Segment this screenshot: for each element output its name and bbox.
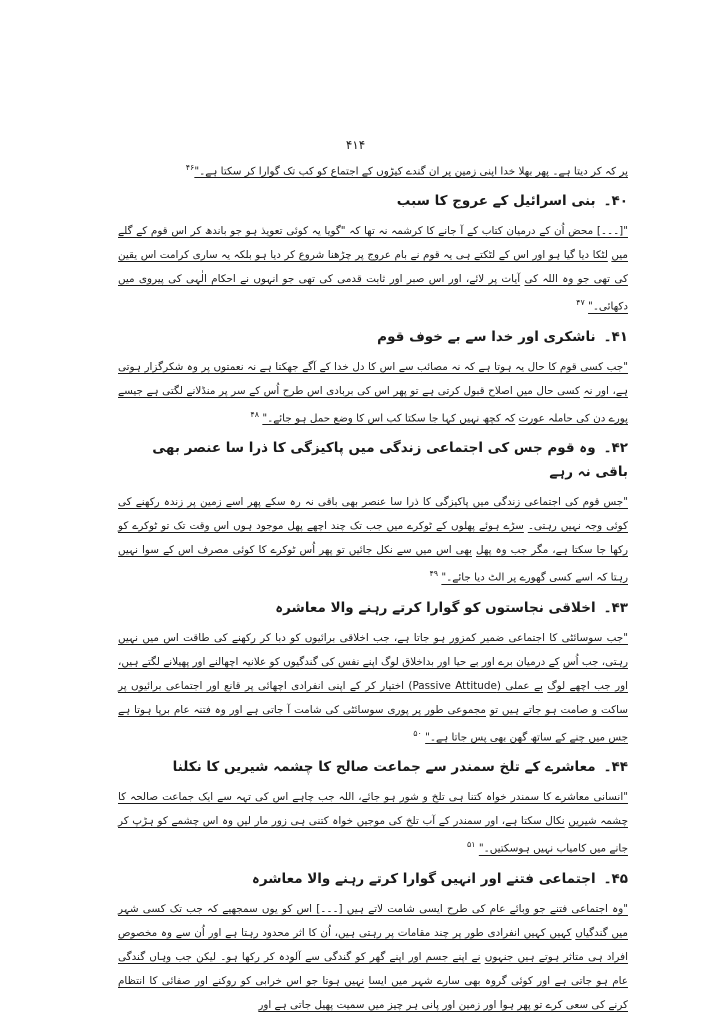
quote-line: "جب سوسائٹی کا اجتماعی ضمیر کمزور ہو جاتا ہے، جب اخلاقی برائیوں کو دبا کر رکھنے کی طاقت اس میں نہیں رہتی، جب اُس	[118, 631, 628, 668]
quote-line: کسی حال میں اصلاح قبول کرتی ہے تو پھر اس کی بربادی اس طرح اُس کے سر پر منڈلانے لگتی ہے جیسے پورے دن کی حاملہ عورت	[118, 384, 628, 425]
footnote-ref: ۵۰	[413, 728, 422, 738]
quote-line: لٹکا دیا گیا ہو اور اس کے لٹکتے ہی یہ قوم نے بام عروج پر چڑھنا شروع کر دیا ہو بلکہ یہ ساری کرامت اس یقین کی تھی جو وہ اللہ کی	[118, 249, 628, 286]
section	[118, 436, 628, 589]
quote-line: نہیں ہوتا جو اس خرابی کو روکنے اور صفائی کا انتظام کرنے کی سعی کرے تو پھر ہوا اور زمین اور پانی ہر چیز میں سمیت پھیل جاتی ہے اور	[118, 974, 628, 1011]
section-quote	[118, 490, 628, 589]
footnote-ref: ۴۹	[429, 569, 439, 579]
quote-line: نکال سکتا ہے، اور سمندر کے آب تلخ کی موجیں خواہ کتنی ہی زور مار لیں وہ اس چشمے کو ہڑپ کر جانے میں کامیاب نہیں ہوسکتیں۔"	[118, 815, 628, 855]
quote-line: کہ کچھ نہیں کہا جا سکتا کب اس کا وضع حمل ہو جائے۔"	[262, 412, 516, 425]
quote-line: نے اپنے جسم اور اپنے گھر کو گندگی سے آلودہ کر رکھا ہو۔ لیکن جب وہاں گندگی عام ہو جاتی ہے اور کوئی گروہ بھی سارے شہر میں ایسا	[118, 950, 629, 987]
section-heading	[118, 755, 628, 779]
quote-line: "جس قوم کی اجتماعی زندگی میں پاکیزگی کا ذرا سا عنصر بھی باقی نہ رہ سکے پھر اسے زمین پر زندہ رکھنے کی کوئی وجہ نہیں رہتی۔	[118, 496, 628, 533]
section-quote	[118, 897, 628, 1017]
section-number: ۴۰۔	[603, 193, 628, 210]
footnote-ref: ۵۱	[466, 840, 476, 850]
section	[118, 867, 628, 1017]
section-number: ۴۵۔	[603, 870, 628, 887]
quote-line: "انسانی معاشرے کا سمندر خواہ کتنا ہی تلخ و شور ہو جائے، اللہ جب چاہے اس کی تہہ سے ایک جماعت صالحہ کا چشمہ شیریں	[118, 791, 628, 828]
section-number: ۴۳۔	[603, 599, 628, 616]
footnote-ref: ۴۶	[185, 163, 195, 172]
quote-line: کے درمیان برے اور بے حیا اور بداخلاق لوگ اپنے نفس کی گندگیوں کو علانیہ اچھالنے اور پھیلانے لگتے ہیں، اور جب اچھے لوگ	[118, 655, 628, 692]
intro-line: پر کہ کر دیتا ہے۔ پھر بھلا خدا اپنی زمین پر ان گندے کیڑوں کے اجتماع کو کب تک گوارا کر سکتا ہے۔"	[194, 165, 628, 178]
quote-line: کہیں کہیں انفرادی طور پر چند مقامات پر رہتی ہیں، اُن کا اثر محدود رہتا ہے اور اُن سے وہ مخصوص افراد ہی متاثر ہوتے ہیں جنہوں	[118, 926, 628, 963]
section-title: اخلاقی نجاستوں کو گوارا کرتے رہنے والا معاشرہ	[275, 599, 596, 616]
section-title: بنی اسرائیل کے عروج کا سبب	[396, 193, 596, 210]
section-quote	[118, 785, 628, 860]
quote-line: آیات پر لائے، اور اس صبر اور ثابت قدمی کی تھی جو انہوں نے احکام الٰہی کی پیروی میں دکھائی۔"	[118, 273, 628, 313]
section-heading	[118, 189, 628, 213]
section	[118, 755, 628, 860]
section-title: ناشکری اور خدا سے بے خوف قوم	[377, 328, 596, 345]
quote-line: بے عملی (Passive Attitude) اختیار کر کے اپنی انفرادی اچھائی پر قانع اور اجتماعی برائیوں پر ساکت و صامت ہو جاتے ہیں تو	[118, 679, 628, 716]
section	[118, 325, 628, 430]
quote-line: "[۔۔۔] محض اُن کے درمیان کتاب کے آ جانے کا کرشمہ نہ تھا کہ "گویا یہ کوئی تعویذ ہو جو باندھ کر اس قوم کے گلے میں	[118, 225, 628, 262]
section-number: ۴۴۔	[603, 759, 628, 776]
section-heading	[118, 596, 628, 620]
page-content	[118, 156, 628, 1023]
section-title: وہ قوم جس کی اجتماعی زندگی میں پاکیزگی کا ذرا سا عنصر بھی باقی نہ رہے	[152, 440, 628, 481]
section-quote	[118, 626, 628, 749]
section-quote	[118, 355, 628, 430]
section-heading	[118, 325, 628, 349]
section-number: ۴۱۔	[603, 328, 628, 345]
quote-line: "وہ اجتماعی فتنے جو وبائے عام کی طرح ایسی شامت لاتے ہیں [۔۔۔] اس کو یوں سمجھیے کہ جب تک کسی شہر میں گندگیاں	[118, 902, 628, 939]
section-title: اجتماعی فتنے اور انہیں گوارا کرتے رہنے والا معاشرہ	[251, 870, 596, 887]
sections-container	[118, 189, 628, 1016]
section-title: معاشرے کے تلخ سمندر سے جماعت صالح کا چشمہ شیریں کا نکلنا	[172, 759, 596, 776]
section-number: ۴۲۔	[603, 440, 628, 457]
intro-paragraph	[118, 156, 628, 183]
section	[118, 596, 628, 749]
section-quote	[118, 219, 628, 318]
quote-line: سڑے ہوئے پھلوں کے ٹوکرے میں جب تک چند اچھے پھل موجود ہوں اس وقت تک تو ٹوکرے کو رکھا جا سکتا ہے، مگر جب وہ پھل	[118, 520, 628, 557]
footnote-ref: ۴۷	[576, 298, 585, 308]
quote-line: "جب کسی قوم کا حال یہ ہوتا ہے کہ نہ مصائب سے اس کا دل خدا کے آگے جھکتا ہے نہ نعمتوں پر وہ شکرگزار ہوتی ہے، اور نہ	[118, 360, 628, 397]
section-heading	[118, 867, 628, 891]
section-heading	[118, 436, 628, 484]
page-number: ۴۱۴	[345, 138, 366, 152]
quote-line: بھی اس میں سے نکل جائیں تو پھر اُس ٹوکرے کا کوئی مصرف اس کے سوا نہیں رہتا کہ اسے کسی گھورے پر الٹ دیا جائے۔"	[118, 544, 628, 584]
section	[118, 189, 628, 318]
quote-line: مجموعی طور پر پوری سوسائٹی کی شامت آ جاتی ہے اور وہ فتنہ عام برپا ہوتا ہے جس میں چنے کے ساتھ گھن بھی پس جاتا ہے۔"	[118, 703, 628, 744]
footnote-ref: ۴۸	[250, 409, 260, 419]
